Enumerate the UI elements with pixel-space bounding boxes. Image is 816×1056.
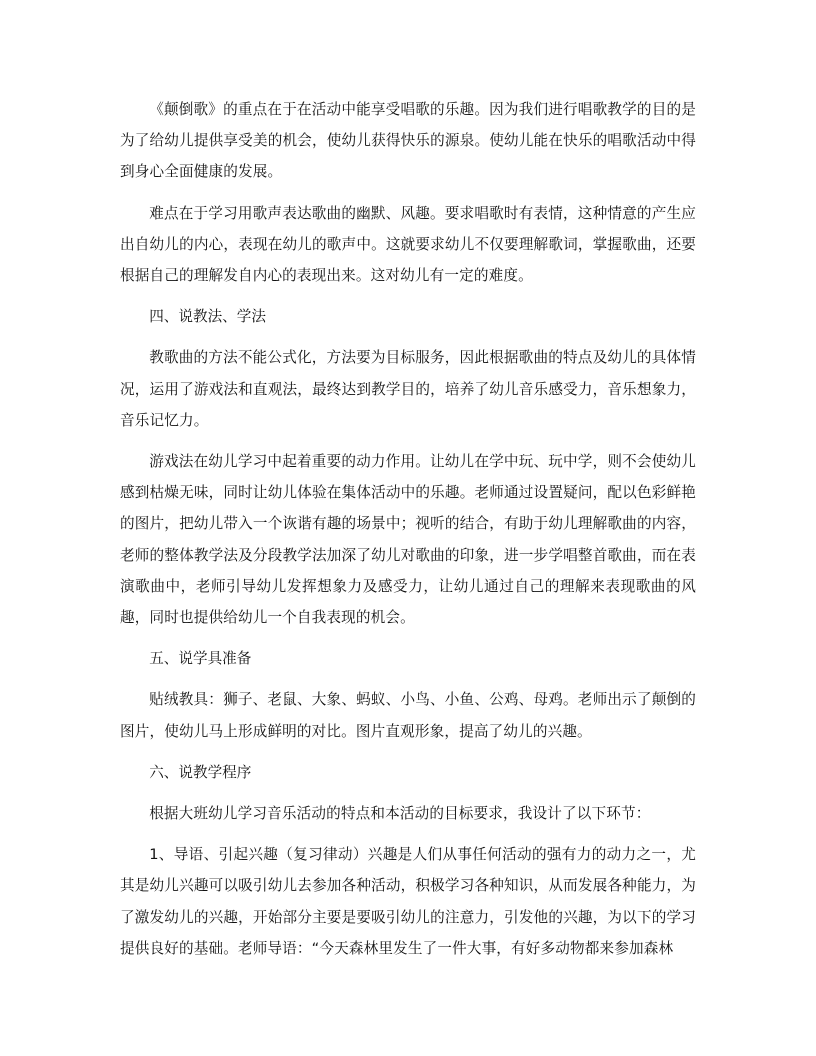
paragraph-procedure-intro: 根据大班幼儿学习音乐活动的特点和本活动的目标要求，我设计了以下环节： xyxy=(149,805,651,823)
paragraph-step-1: 1、导语、引起兴趣（复习律动）兴趣是人们从事任何活动的强有力的动力之一，尤其是幼儿兴趣可以吸引幼儿去参加各种活动，积极学习各种知识，从而发展各种能力，为了激发幼儿的兴趣，开始部分主要是要吸引幼儿的注意力，引发他的兴趣，为以下的学习提供良好的基础。老师导语：“今天森林里发生了一件大事，有好多动物都来参加森林 xyxy=(120,846,696,957)
paragraph-focus: 《颠倒歌》的重点在于在活动中能享受唱歌的乐趣。因为我们进行唱歌教学的目的是为了给幼儿提供享受美的机会，使幼儿获得快乐的源泉。使幼儿能在快乐的唱歌活动中得到身心全面健康的发展。 xyxy=(120,101,696,181)
paragraph-materials: 贴绒教具：狮子、老鼠、大象、蚂蚁、小鸟、小鱼、公鸡、母鸡。老师出示了颠倒的图片，使幼儿马上形成鲜明的对比。图片直观形象，提高了幼儿的兴趣。 xyxy=(120,691,696,740)
paragraph-difficulty: 难点在于学习用歌声表达歌曲的幽默、风趣。要求唱歌时有表情，这种情意的产生应出自幼儿的内心，表现在幼儿的歌声中。这就要求幼儿不仅要理解歌词，掌握歌曲，还要根据自己的理解发自内心的表现出来。这对幼儿有一定的难度。 xyxy=(120,204,696,285)
document-page xyxy=(120,94,696,964)
heading-teaching-methods: 四、说教法、学法 xyxy=(149,308,266,326)
heading-procedure: 六、说教学程序 xyxy=(149,763,252,781)
heading-materials: 五、说学具准备 xyxy=(149,650,252,668)
paragraph-methods: 教歌曲的方法不能公式化，方法要为目标服务，因此根据歌曲的特点及幼儿的具体情况，运用了游戏法和直观法，最终达到教学目的，培养了幼儿音乐感受力，音乐想象力，音乐记忆力。 xyxy=(120,349,696,429)
paragraph-game-method: 游戏法在幼儿学习中起着重要的动力作用。让幼儿在学中玩、玩中学，则不会使幼儿感到枯燥无味，同时让幼儿体验在集体活动中的乐趣。老师通过设置疑问，配以色彩鲜艳的图片，把幼儿带入一个诙谐有趣的场景中；视听的结合，有助于幼儿理解歌曲的内容，老师的整体教学法及分段教学法加深了幼儿对歌曲的印象，进一步学唱整首歌曲，而在表演歌曲中，老师引导幼儿发挥想象力及感受力，让幼儿通过自己的理解来表现歌曲的风趣，同时也提供给幼儿一个自我表现的机会。 xyxy=(120,453,696,627)
